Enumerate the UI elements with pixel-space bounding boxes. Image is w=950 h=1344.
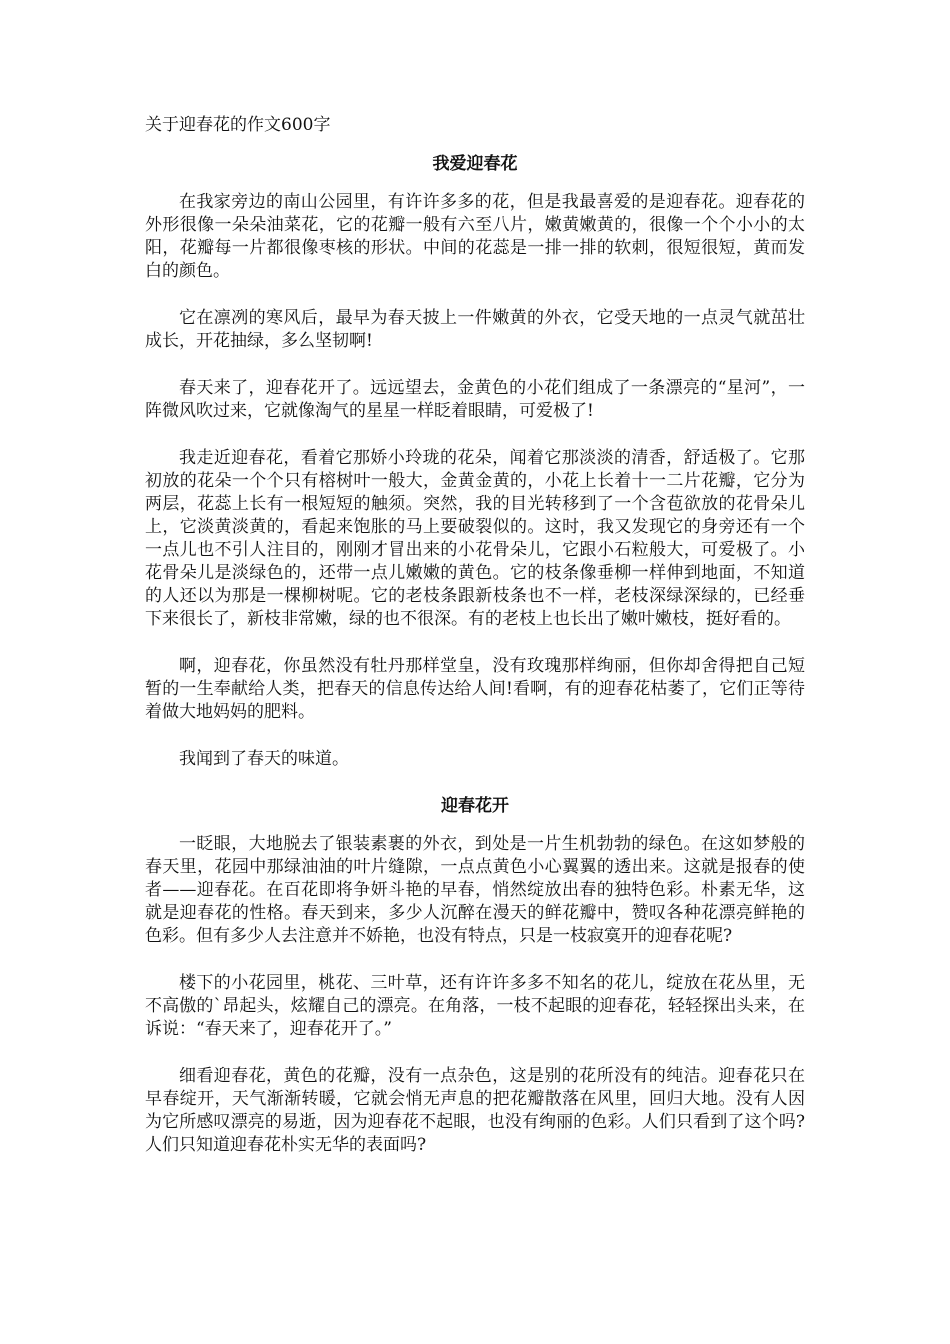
paragraph: 细看迎春花，黄色的花瓣，没有一点杂色，这是别的花所没有的纯洁。迎春花只在早春绽开，天气渐渐转暖，它就会悄无声息的把花瓣散落在风里，回归大地。没有人因为它所感叹漂亮的易逝，因为迎春花不起眼，也没有绚丽的色彩。人们只看到了这个吗?人们只知道迎春花朴实无华的表面吗?: [145, 1066, 805, 1155]
section-1: [145, 153, 805, 771]
document-page: [145, 114, 805, 1181]
document-title: 关于迎春花的作文600字: [145, 115, 331, 135]
paragraph: 我闻到了春天的味道。: [179, 749, 349, 769]
paragraph: 一眨眼，大地脱去了银装素裹的外衣，到处是一片生机勃勃的绿色。在这如梦般的春天里，花园中那绿油油的叶片缝隙，一点点黄色小心翼翼的透出来。这就是报春的使者——迎春花。在百花即将争妍斗艳的早春，悄然绽放出春的独特色彩。朴素无华，这就是迎春花的性格。春天到来，多少人沉醉在漫天的鲜花瓣中，赞叹各种花漂亮鲜艳的色彩。但有多少人去注意并不娇艳，也没有特点，只是一枝寂寞开的迎春花呢?: [145, 834, 805, 946]
section-2: [145, 795, 805, 1157]
paragraph: 在我家旁边的南山公园里，有许许多多的花，但是我最喜爱的是迎春花。迎春花的外形很像一朵朵油菜花，它的花瓣一般有六至八片，嫩黄嫩黄的，很像一个个小小的太阳，花瓣每一片都很像枣核的形状。中间的花蕊是一排一排的软刺，很短很短，黄而发白的颜色。: [145, 192, 805, 281]
paragraph: 我走近迎春花，看着它那娇小玲珑的花朵，闻着它那淡淡的清香，舒适极了。它那初放的花朵一个个只有榕树叶一般大，金黄金黄的，小花上长着十一二片花瓣，它分为两层，花蕊上长有一根短短的触须。突然，我的目光转移到了一个含苞欲放的花骨朵儿上，它淡黄淡黄的，看起来饱胀的马上要破裂似的。这时，我又发现它的身旁还有一个一点儿也不引人注目的，刚刚才冒出来的小花骨朵儿，它跟小石粒般大，可爱极了。小花骨朵儿是淡绿色的，还带一点儿嫩嫩的黄色。它的枝条像垂柳一样伸到地面，不知道的人还以为那是一棵柳树呢。它的老枝条跟新枝条也不一样，老枝深绿深绿的，已经垂下来很长了，新枝非常嫩，绿的也不很深。有的老枝上也长出了嫩叶嫩枝，挺好看的。: [145, 448, 805, 629]
paragraph: 啊，迎春花，你虽然没有牡丹那样堂皇，没有玫瑰那样绚丽，但你却舍得把自己短暂的一生奉献给人类，把春天的信息传达给人间!看啊，有的迎春花枯萎了，它们正等待着做大地妈妈的肥料。: [145, 656, 805, 722]
paragraph: 春天来了，迎春花开了。远远望去，金黄色的小花们组成了一条漂亮的“星河”，一阵微风吹过来，它就像淘气的星星一样眨着眼睛，可爱极了!: [145, 378, 805, 421]
paragraph: 楼下的小花园里，桃花、三叶草，还有许许多多不知名的花儿，绽放在花丛里，无不高傲的`昂起头，炫耀自己的漂亮。在角落，一枝不起眼的迎春花，轻轻探出头来，在诉说：“春天来了，迎春花开了。”: [145, 973, 805, 1039]
section-heading: 我爱迎春花: [432, 154, 518, 174]
section-heading: 迎春花开: [441, 796, 509, 816]
paragraph: 它在凛冽的寒风后，最早为春天披上一件嫩黄的外衣，它受天地的一点灵气就茁壮成长，开花抽绿，多么坚韧啊!: [145, 308, 805, 351]
